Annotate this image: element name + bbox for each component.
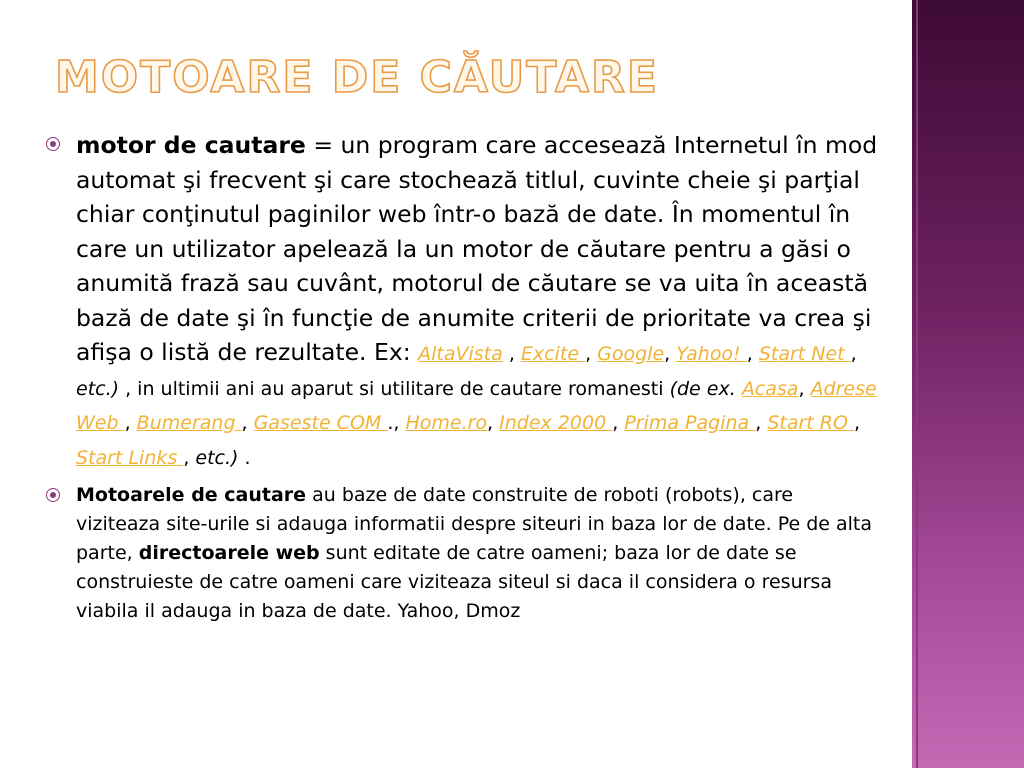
bullet-item-search-engines [46, 481, 878, 626]
term-directoarele-web: directoarele web [138, 542, 320, 564]
middle-text: , in ultimii ani au aparut si utilitare de cautare romanesti [119, 377, 670, 400]
link-home-ro[interactable]: Home.ro [405, 412, 488, 434]
slide-title: MOTOARE DE CĂUTARE [55, 52, 659, 103]
ex-label: Ex: [366, 338, 419, 366]
etc-text-2: etc.) [195, 446, 239, 469]
robots-text: au baze de date construite de roboti (robots), care viziteaza site-urile si adauga informatii despre siteuri in baza lor de date. Pe de alta parte, [76, 484, 873, 564]
link-altavista[interactable]: AltaVista [418, 343, 503, 365]
bullet-item-search-engine [46, 128, 878, 473]
link-gaseste-com[interactable]: Gaseste COM [253, 412, 388, 434]
de-ex-text: (de ex. [669, 377, 736, 400]
link-adrese-web[interactable]: Adrese Web [76, 377, 877, 434]
link-excite[interactable]: Excite [520, 343, 586, 365]
decorative-side-panel [912, 0, 1024, 768]
term-motoarele-de-cautare: Motoarele de cautare [76, 484, 307, 506]
end-text: . [238, 446, 251, 469]
link-acasa[interactable]: Acasa [741, 377, 799, 400]
link-bumerang[interactable]: Bumerang [136, 412, 242, 434]
link-prima-pagina[interactable]: Prima Pagina [624, 412, 756, 434]
link-start-links[interactable]: Start Links [76, 446, 184, 469]
link-index-2000[interactable]: Index 2000 [499, 412, 613, 434]
bullet-text [76, 481, 878, 626]
bullet-circle-icon [46, 488, 60, 502]
bullet-circle-icon [46, 137, 60, 151]
slide-content [46, 128, 878, 626]
etc-text: etc.) [76, 377, 120, 400]
link-google[interactable]: Google [597, 343, 665, 365]
link-start-net[interactable]: Start Net [758, 343, 851, 365]
link-start-ro[interactable]: Start RO [767, 412, 854, 434]
link-yahoo[interactable]: Yahoo! [676, 343, 747, 365]
directories-text: sunt editate de catre oameni; baza lor de date se construieste de catre oameni care viziteaza siteul si daca il considera o resursa viabila il adauga in baza de date. Yahoo, Dmoz [76, 542, 832, 622]
decorative-side-line [916, 0, 918, 768]
term-motor-de-cautare: motor de cautare [76, 131, 306, 159]
definition-text: = un program care accesează Internetul în mod automat şi frecvent şi care stochează titlul, cuvinte cheie şi parţial chiar conţinutul paginilor web într-o bază de date. În momentul în care un utilizator apelează la un motor de căutare pentru a găsi o anumită frază sau cuvânt, motorul de căutare se va uita în această bază de date şi în funcţie de anumite criterii de prioritate va crea şi afişa o listă de rezultate. [76, 131, 878, 366]
bullet-text: motor de cautare = un program care accesează Internetul în mod automat şi frecvent şi care stochează titlul, cuvinte cheie şi parţial chiar conţinutul paginilor web într-o bază de date. În momentul în care un utilizator apelează la un motor de căutare pentru a găsi o anumită frază sau cuvânt, motorul de căutare se va uita în această bază de date şi în funcţie de anumite criterii de prioritate va crea şi afişa o listă de rezultate. Ex: AltaVista , Excite , Google, Yahoo! , Start Net , etc.) , in ultimii ani au aparut si utilitare de cautare romanesti (de ex. Acasa, Adrese Web , Bumerang , Gaseste COM ., Home.ro, Index 2000 , Prima Pagina , Start RO , Start Links , etc.) . [76, 131, 878, 469]
